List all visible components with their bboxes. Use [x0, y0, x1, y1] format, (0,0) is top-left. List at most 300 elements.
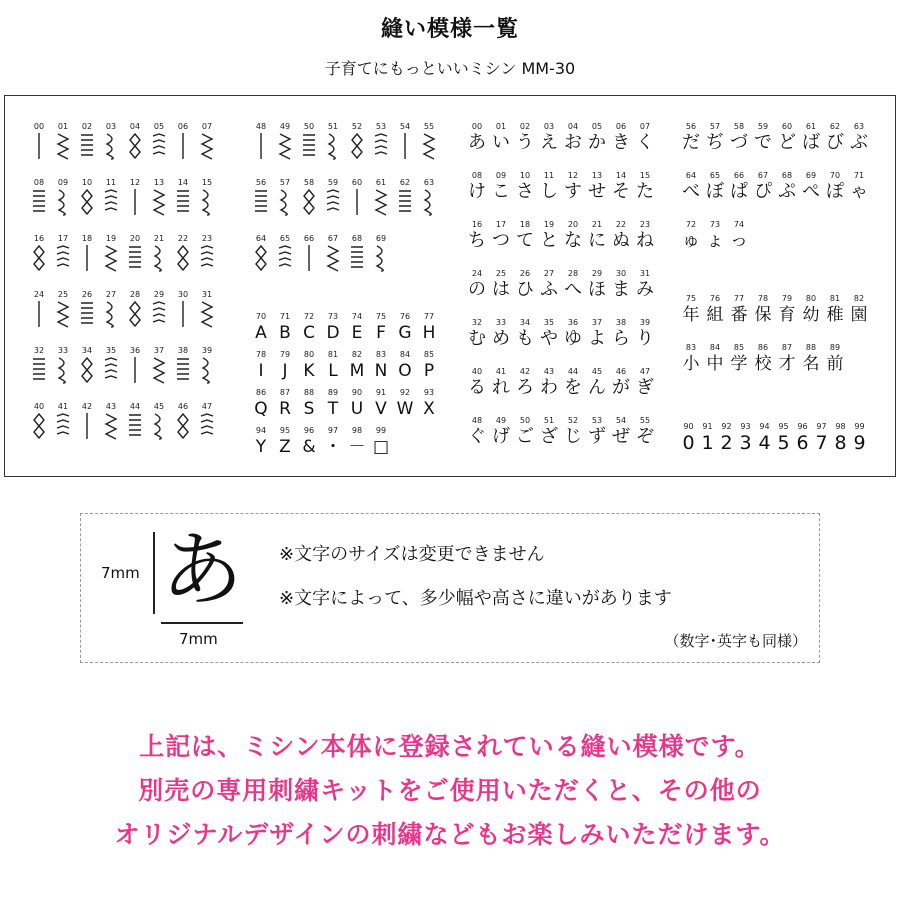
character-glyph: え: [540, 132, 558, 153]
digit-glyph: 7: [815, 432, 828, 454]
character-glyph: 稚: [826, 305, 844, 325]
note-line-3: （数字･英字も同様）: [664, 632, 807, 650]
digit-glyph: 1: [701, 432, 714, 454]
character-number: 76: [709, 294, 721, 303]
character-number: 33: [495, 318, 507, 327]
stitch-pattern-icon: [78, 412, 96, 440]
character-glyph: ん: [588, 377, 606, 398]
footer-line-1: 上記は、ミシン本体に登録されている縫い模様です。: [139, 732, 761, 761]
character-cell: [537, 269, 561, 301]
character-number: 79: [279, 350, 291, 359]
character-glyph: ゅ: [682, 230, 700, 251]
character-glyph: G: [398, 323, 412, 343]
character-glyph: ぬ: [612, 230, 630, 251]
stitch-cell: [369, 178, 393, 216]
stitch-pattern-icon: [324, 244, 342, 272]
character-glyph: E: [351, 323, 363, 343]
stitch-pattern-icon: [300, 132, 318, 160]
character-row: [679, 294, 871, 326]
character-cell: [585, 416, 609, 448]
stitch-cell: [147, 122, 171, 160]
stitch-pattern-icon: [174, 188, 192, 216]
character-glyph: つ: [492, 230, 510, 251]
character-cell: [847, 171, 871, 203]
character-cell: [345, 426, 369, 458]
stitch-pattern-icon: [348, 244, 366, 272]
character-cell: [489, 220, 513, 252]
stitch-number: 46: [177, 402, 189, 411]
character-number: 28: [567, 269, 579, 278]
stitch-cell: [273, 234, 297, 272]
stitch-pattern-icon: [276, 188, 294, 216]
character-cell: [823, 171, 847, 203]
stitch-pattern-icon: [276, 244, 294, 272]
stitch-cell: [51, 346, 75, 384]
character-number: 54: [615, 416, 627, 425]
character-glyph: や: [540, 328, 558, 349]
character-number: 20: [567, 220, 579, 229]
stitch-number: 44: [129, 402, 141, 411]
character-glyph: K: [303, 361, 315, 381]
stitch-pattern-icon: [174, 412, 192, 440]
character-number: 47: [639, 367, 651, 376]
character-cell: [799, 343, 823, 375]
character-cell: [417, 312, 441, 344]
character-glyph: T: [327, 399, 339, 419]
character-cell: [633, 318, 657, 350]
stitch-pattern-icon: [30, 244, 48, 272]
stitch-cell: [297, 234, 321, 272]
character-glyph: が: [612, 377, 630, 398]
character-cell: [513, 416, 537, 448]
character-glyph: 才: [778, 354, 796, 374]
character-glyph: せ: [588, 181, 606, 202]
stitch-cell: [393, 178, 417, 216]
stitch-number: 15: [201, 178, 213, 187]
stitch-number: 55: [423, 122, 435, 131]
character-number: 45: [591, 367, 603, 376]
character-number: 84: [709, 343, 721, 352]
stitch-pattern-icon: [252, 132, 270, 160]
stitch-number: 50: [303, 122, 315, 131]
stitch-pattern-icon: [300, 188, 318, 216]
character-glyph: Q: [254, 399, 268, 419]
character-cell: [585, 122, 609, 154]
character-number: 98: [351, 426, 363, 435]
character-cell: [609, 269, 633, 301]
character-cell: [465, 269, 489, 301]
character-cell: [751, 122, 775, 154]
stitch-cell: [195, 178, 219, 216]
character-number: 43: [543, 367, 555, 376]
character-cell: [489, 318, 513, 350]
stitch-pattern-icon: [174, 244, 192, 272]
stitch-cell: [147, 346, 171, 384]
character-number: 03: [543, 122, 555, 131]
character-number: 22: [615, 220, 627, 229]
character-glyph: ゆ: [564, 328, 582, 349]
stitch-cell: [321, 234, 345, 272]
character-cell: [633, 122, 657, 154]
character-number: 74: [733, 220, 745, 229]
stitch-number: 45: [153, 402, 165, 411]
stitch-pattern-icon: [54, 356, 72, 384]
character-cell: [679, 343, 703, 375]
digit-cell: [717, 422, 736, 454]
character-number: 24: [471, 269, 483, 278]
character-number: 35: [543, 318, 555, 327]
character-number: 95: [279, 426, 291, 435]
stitch-number: 06: [177, 122, 189, 131]
stitch-pattern-icon: [126, 356, 144, 384]
character-number: 00: [471, 122, 483, 131]
character-cell: [273, 388, 297, 420]
stitch-pattern-icon: [198, 132, 216, 160]
stitch-number: 21: [153, 234, 165, 243]
stitch-cell: [297, 178, 321, 216]
character-glyph: 育: [778, 305, 796, 325]
stitch-number: 59: [327, 178, 339, 187]
character-cell: [561, 318, 585, 350]
character-number: 73: [709, 220, 721, 229]
character-glyph: ほ: [588, 279, 606, 300]
character-cell: [417, 388, 441, 420]
character-number: 67: [757, 171, 769, 180]
stitch-pattern-icon: [372, 188, 390, 216]
stitch-pattern-icon: [30, 132, 48, 160]
character-number: 90: [351, 388, 363, 397]
character-glyph: L: [328, 361, 338, 381]
character-cell: [727, 343, 751, 375]
stitch-pattern-icon: [126, 188, 144, 216]
character-row: [679, 220, 751, 252]
character-cell: [537, 220, 561, 252]
character-glyph: ゃ: [850, 181, 868, 202]
character-cell: [561, 269, 585, 301]
character-cell: [585, 269, 609, 301]
character-cell: [561, 416, 585, 448]
character-number: 42: [519, 367, 531, 376]
stitch-cell: [369, 122, 393, 160]
character-cell: [703, 343, 727, 375]
character-glyph: ず: [588, 426, 606, 447]
stitch-pattern-icon: [396, 132, 414, 160]
character-cell: [249, 350, 273, 382]
character-number: 14: [615, 171, 627, 180]
character-glyph: の: [468, 279, 486, 300]
sample-character: あ: [161, 523, 244, 618]
stitch-number: 13: [153, 178, 165, 187]
character-glyph: て: [516, 230, 534, 251]
stitch-cell: [195, 122, 219, 160]
digit-glyph: 9: [853, 432, 866, 454]
character-glyph: □: [372, 437, 390, 457]
character-cell: [465, 318, 489, 350]
character-glyph: み: [636, 279, 654, 300]
character-glyph: へ: [564, 279, 582, 300]
character-cell: [369, 312, 393, 344]
stitch-pattern-icon: [276, 132, 294, 160]
stitch-cell: [393, 122, 417, 160]
character-number: 31: [639, 269, 651, 278]
stitch-number: 08: [33, 178, 45, 187]
character-number: 93: [423, 388, 435, 397]
stitch-cell: [171, 290, 195, 328]
digit-number: 95: [778, 422, 789, 431]
stitch-number: 17: [57, 234, 69, 243]
character-glyph: っ: [730, 230, 748, 251]
stitch-pattern-icon: [348, 132, 366, 160]
stitch-pattern-icon: [78, 356, 96, 384]
footer-line-2: 別売の専用刺繍キットをご使用いただくと、その他の: [138, 776, 762, 805]
digit-cell: [812, 422, 831, 454]
character-glyph: ご: [516, 426, 534, 447]
character-cell: [633, 367, 657, 399]
character-number: 81: [327, 350, 339, 359]
character-cell: [609, 220, 633, 252]
stitch-cell: [27, 290, 51, 328]
character-glyph: X: [423, 399, 435, 419]
character-cell: [321, 350, 345, 382]
character-cell: [775, 171, 799, 203]
digit-number: 99: [854, 422, 865, 431]
character-cell: [537, 416, 561, 448]
stitch-number: 52: [351, 122, 363, 131]
character-number: 50: [519, 416, 531, 425]
character-glyph: ち: [468, 230, 486, 251]
character-number: 77: [423, 312, 435, 321]
stitch-number: 51: [327, 122, 339, 131]
stitch-cell: [147, 402, 171, 440]
character-cell: [703, 122, 727, 154]
character-glyph: れ: [492, 377, 510, 398]
character-glyph: －: [348, 437, 366, 457]
character-glyph: D: [326, 323, 340, 343]
size-note-box: [80, 513, 820, 663]
character-cell: [775, 294, 799, 326]
character-glyph: P: [423, 361, 435, 381]
character-row: [465, 171, 657, 203]
stitch-cell: [51, 402, 75, 440]
character-glyph: さ: [516, 181, 534, 202]
character-cell: [513, 220, 537, 252]
character-cell: [799, 294, 823, 326]
character-cell: [297, 350, 321, 382]
character-number: 82: [351, 350, 363, 359]
stitch-cell: [99, 290, 123, 328]
stitch-number: 62: [399, 178, 411, 187]
character-glyph: ろ: [516, 377, 534, 398]
stitch-number: 03: [105, 122, 117, 131]
character-glyph: じ: [564, 426, 582, 447]
stitch-pattern-icon: [102, 356, 120, 384]
character-glyph: と: [540, 230, 558, 251]
stitch-cell: [75, 234, 99, 272]
stitch-pattern-icon: [78, 244, 96, 272]
character-row: [249, 388, 441, 420]
character-cell: [513, 269, 537, 301]
character-number: 74: [351, 312, 363, 321]
character-glyph: Y: [255, 437, 267, 457]
stitch-cell: [369, 234, 393, 272]
character-glyph: 組: [706, 305, 724, 325]
stitch-number: 10: [81, 178, 93, 187]
character-cell: [727, 220, 751, 252]
character-glyph: は: [492, 279, 510, 300]
stitch-number: 04: [129, 122, 141, 131]
character-number: 58: [733, 122, 745, 131]
character-glyph: か: [588, 132, 606, 153]
character-cell: [273, 350, 297, 382]
character-number: 05: [591, 122, 603, 131]
digit-cell: [679, 422, 698, 454]
character-row: [249, 312, 441, 344]
stitch-cell: [273, 178, 297, 216]
digit-number: 91: [702, 422, 713, 431]
character-cell: [465, 220, 489, 252]
character-number: 82: [853, 294, 865, 303]
character-glyph: ぢ: [706, 132, 724, 153]
character-number: 51: [543, 416, 555, 425]
character-glyph: げ: [492, 426, 510, 447]
character-number: 69: [805, 171, 817, 180]
stitch-pattern-icon: [420, 132, 438, 160]
stitch-pattern-icon: [102, 300, 120, 328]
character-cell: [633, 171, 657, 203]
character-number: 91: [375, 388, 387, 397]
character-number: 72: [303, 312, 315, 321]
stitch-row: [249, 234, 393, 272]
stitch-pattern-icon: [150, 300, 168, 328]
character-number: 25: [495, 269, 507, 278]
character-number: 40: [471, 367, 483, 376]
character-cell: [703, 171, 727, 203]
stitch-cell: [51, 290, 75, 328]
character-glyph: ぷ: [778, 181, 796, 202]
character-number: 60: [781, 122, 793, 131]
character-glyph: め: [492, 328, 510, 349]
stitch-cell: [27, 122, 51, 160]
stitch-cell: [123, 234, 147, 272]
digit-row: [679, 422, 869, 454]
character-number: 86: [255, 388, 267, 397]
character-row: [465, 122, 657, 154]
stitch-cell: [123, 290, 147, 328]
character-glyph: こ: [492, 181, 510, 202]
character-cell: [489, 416, 513, 448]
width-dimension-line: [161, 622, 243, 624]
character-glyph: 前: [826, 354, 844, 374]
character-glyph: も: [516, 328, 534, 349]
stitch-cell: [171, 402, 195, 440]
character-glyph: き: [612, 132, 630, 153]
character-glyph: ぎ: [636, 377, 654, 398]
stitch-pattern-icon: [78, 300, 96, 328]
character-number: 15: [639, 171, 651, 180]
character-glyph: ひ: [516, 279, 534, 300]
character-number: 07: [639, 122, 651, 131]
stitch-number: 66: [303, 234, 315, 243]
character-glyph: V: [375, 399, 387, 419]
stitch-pattern-icon: [102, 188, 120, 216]
character-cell: [489, 171, 513, 203]
stitch-number: 32: [33, 346, 45, 355]
character-glyph: I: [258, 361, 264, 381]
stitch-number: 16: [33, 234, 45, 243]
stitch-cell: [51, 122, 75, 160]
stitch-pattern-icon: [30, 356, 48, 384]
character-number: 89: [829, 343, 841, 352]
character-cell: [537, 367, 561, 399]
digit-number: 98: [835, 422, 846, 431]
digit-glyph: 0: [682, 432, 695, 454]
stitch-number: 09: [57, 178, 69, 187]
stitch-number: 33: [57, 346, 69, 355]
stitch-cell: [75, 402, 99, 440]
character-number: 72: [685, 220, 697, 229]
character-number: 77: [733, 294, 745, 303]
character-cell: [585, 220, 609, 252]
character-glyph: A: [255, 323, 267, 343]
stitch-number: 14: [177, 178, 189, 187]
character-number: 09: [495, 171, 507, 180]
stitch-number: 27: [105, 290, 117, 299]
character-glyph: ぐ: [468, 426, 486, 447]
character-number: 52: [567, 416, 579, 425]
character-glyph: ぱ: [730, 181, 748, 202]
digit-glyph: 2: [720, 432, 733, 454]
character-glyph: に: [588, 230, 606, 251]
character-glyph: 校: [754, 354, 772, 374]
stitch-pattern-icon: [324, 188, 342, 216]
character-number: 78: [757, 294, 769, 303]
character-number: 44: [567, 367, 579, 376]
character-cell: [465, 367, 489, 399]
stitch-cell: [249, 178, 273, 216]
character-number: 38: [615, 318, 627, 327]
character-number: 62: [829, 122, 841, 131]
stitch-pattern-icon: [372, 244, 390, 272]
character-glyph: 番: [730, 305, 748, 325]
character-number: 86: [757, 343, 769, 352]
character-number: 96: [303, 426, 315, 435]
character-number: 88: [805, 343, 817, 352]
character-number: 12: [567, 171, 579, 180]
stitch-pattern-icon: [396, 188, 414, 216]
stitch-pattern-chart: [4, 95, 896, 477]
character-number: 55: [639, 416, 651, 425]
character-glyph: ぶ: [850, 132, 868, 153]
character-number: 46: [615, 367, 627, 376]
character-number: 70: [829, 171, 841, 180]
character-number: 84: [399, 350, 411, 359]
character-cell: [633, 269, 657, 301]
character-glyph: そ: [612, 181, 630, 202]
stitch-pattern-icon: [54, 412, 72, 440]
character-glyph: 年: [682, 305, 700, 325]
character-number: 89: [327, 388, 339, 397]
character-number: 57: [709, 122, 721, 131]
stitch-number: 07: [201, 122, 213, 131]
character-glyph: 園: [850, 305, 868, 325]
character-glyph: を: [564, 377, 582, 398]
character-glyph: よ: [588, 328, 606, 349]
stitch-cell: [249, 234, 273, 272]
stitch-number: 42: [81, 402, 93, 411]
stitch-cell: [99, 122, 123, 160]
character-row: [465, 318, 657, 350]
character-number: 23: [639, 220, 651, 229]
